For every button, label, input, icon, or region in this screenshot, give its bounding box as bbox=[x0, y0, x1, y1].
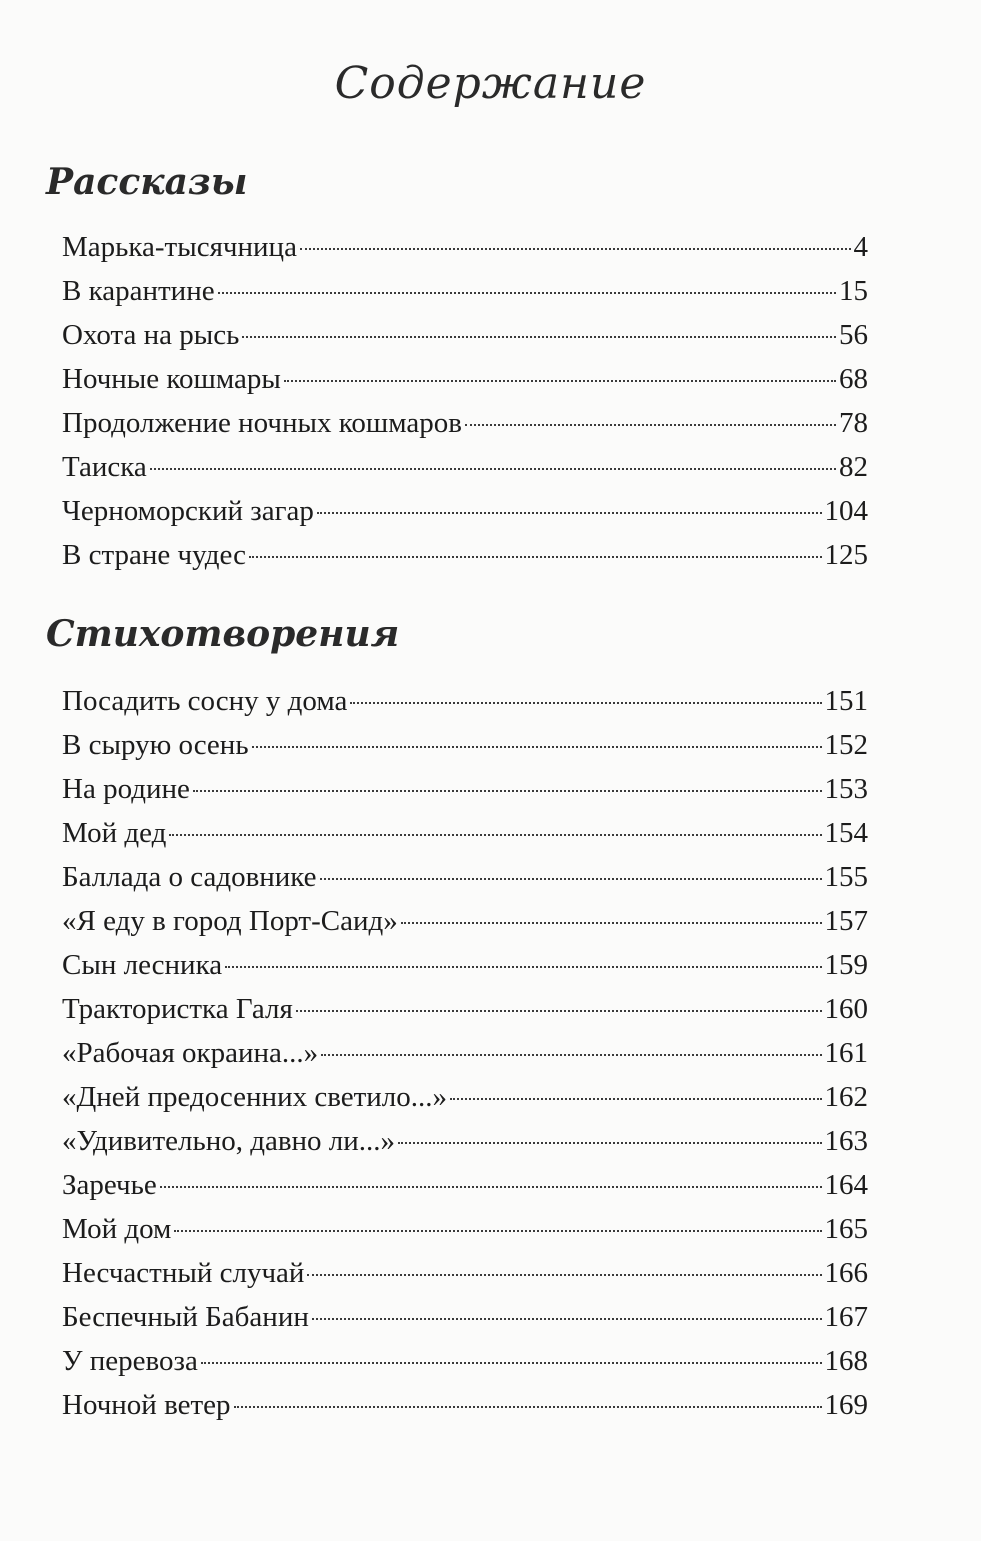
toc-entry-title: Ночной ветер bbox=[62, 1389, 231, 1421]
toc-entry-title: Таиска bbox=[62, 451, 147, 483]
toc-entry[interactable] bbox=[62, 1075, 868, 1119]
dot-leader bbox=[401, 922, 822, 924]
toc-entry[interactable] bbox=[62, 943, 868, 987]
toc-entry-page: 78 bbox=[839, 407, 868, 439]
toc-list-stories bbox=[62, 225, 868, 577]
toc-entry[interactable] bbox=[62, 679, 868, 723]
toc-entry[interactable] bbox=[62, 269, 868, 313]
toc-entry-title: Ночные кошмары bbox=[62, 363, 281, 395]
toc-entry[interactable] bbox=[62, 225, 868, 269]
toc-entry-page: 125 bbox=[824, 539, 868, 571]
toc-entry-page: 169 bbox=[824, 1389, 868, 1421]
dot-leader bbox=[160, 1186, 822, 1188]
toc-entry-page: 160 bbox=[824, 993, 868, 1025]
dot-leader bbox=[201, 1362, 822, 1364]
toc-entry-page: 151 bbox=[824, 685, 868, 717]
toc-entry[interactable] bbox=[62, 357, 868, 401]
toc-entry-title: Охота на рысь bbox=[62, 319, 240, 351]
toc-entry[interactable] bbox=[62, 855, 868, 899]
dot-leader bbox=[193, 790, 822, 792]
toc-entry-title: Беспечный Бабанин bbox=[62, 1301, 309, 1333]
toc-entry-title: В сырую осень bbox=[62, 729, 249, 761]
toc-entry-page: 15 bbox=[839, 275, 868, 307]
dot-leader bbox=[465, 424, 836, 426]
toc-entry-page: 166 bbox=[824, 1257, 868, 1289]
toc-entry-page: 162 bbox=[824, 1081, 868, 1113]
toc-entry-title: «Дней предосенних светило...» bbox=[62, 1081, 448, 1113]
toc-entry-title: Посадить сосну у дома bbox=[62, 685, 348, 717]
toc-entry-title: «Рабочая окраина...» bbox=[62, 1037, 319, 1069]
toc-entry[interactable] bbox=[62, 1251, 868, 1295]
toc-entry-page: 4 bbox=[853, 231, 868, 263]
toc-entry-page: 159 bbox=[824, 949, 868, 981]
toc-entry[interactable] bbox=[62, 489, 868, 533]
toc-entry[interactable] bbox=[62, 1163, 868, 1207]
dot-leader bbox=[321, 1054, 821, 1056]
toc-entry-title: Заречье bbox=[62, 1169, 157, 1201]
toc-entry-title: «Я еду в город Порт-Саид» bbox=[62, 905, 398, 937]
dot-leader bbox=[225, 966, 821, 968]
toc-entry-page: 56 bbox=[839, 319, 868, 351]
dot-leader bbox=[398, 1142, 821, 1144]
toc-entry[interactable] bbox=[62, 1295, 868, 1339]
dot-leader bbox=[300, 248, 851, 250]
toc-entry-page: 157 bbox=[824, 905, 868, 937]
dot-leader bbox=[450, 1098, 821, 1100]
dot-leader bbox=[249, 556, 822, 558]
toc-entry-title: На родине bbox=[62, 773, 190, 805]
dot-leader bbox=[242, 336, 836, 338]
toc-entry-title: Мой дед bbox=[62, 817, 167, 849]
dot-leader bbox=[150, 468, 836, 470]
toc-entry-page: 82 bbox=[839, 451, 868, 483]
dot-leader bbox=[307, 1274, 821, 1276]
dot-leader bbox=[312, 1318, 822, 1320]
toc-entry[interactable] bbox=[62, 313, 868, 357]
dot-leader bbox=[284, 380, 836, 382]
dot-leader bbox=[320, 878, 822, 880]
dot-leader bbox=[234, 1406, 822, 1408]
dot-leader bbox=[169, 834, 821, 836]
dot-leader bbox=[174, 1230, 821, 1232]
toc-entry-page: 163 bbox=[824, 1125, 868, 1157]
toc-entry-page: 161 bbox=[824, 1037, 868, 1069]
toc-entry[interactable] bbox=[62, 533, 868, 577]
section-title-stories: Рассказы bbox=[46, 161, 248, 203]
toc-entry-page: 153 bbox=[824, 773, 868, 805]
dot-leader bbox=[218, 292, 836, 294]
toc-entry[interactable] bbox=[62, 987, 868, 1031]
toc-entry-title: Черноморский загар bbox=[62, 495, 314, 527]
toc-entry-title: В стране чудес bbox=[62, 539, 246, 571]
toc-entry[interactable] bbox=[62, 1383, 868, 1427]
toc-entry[interactable] bbox=[62, 899, 868, 943]
dot-leader bbox=[317, 512, 822, 514]
toc-entry[interactable] bbox=[62, 1339, 868, 1383]
dot-leader bbox=[350, 702, 821, 704]
toc-entry[interactable] bbox=[62, 1031, 868, 1075]
toc-entry-page: 164 bbox=[824, 1169, 868, 1201]
toc-entry-page: 165 bbox=[824, 1213, 868, 1245]
toc-entry-title: У перевоза bbox=[62, 1345, 198, 1377]
toc-entry[interactable] bbox=[62, 811, 868, 855]
toc-entry-page: 168 bbox=[824, 1345, 868, 1377]
toc-entry-title: Мой дом bbox=[62, 1213, 172, 1245]
toc-entry-page: 68 bbox=[839, 363, 868, 395]
toc-entry[interactable] bbox=[62, 1207, 868, 1251]
dot-leader bbox=[252, 746, 822, 748]
toc-entry[interactable] bbox=[62, 723, 868, 767]
toc-entry-title: Сын лесника bbox=[62, 949, 223, 981]
toc-entry-title: Несчастный случай bbox=[62, 1257, 305, 1289]
toc-entry-page: 155 bbox=[824, 861, 868, 893]
toc-entry[interactable] bbox=[62, 401, 868, 445]
toc-list-poems bbox=[62, 679, 868, 1427]
toc-entry-title: «Удивительно, давно ли...» bbox=[62, 1125, 396, 1157]
toc-entry-title: Трактористка Галя bbox=[62, 993, 293, 1025]
toc-entry[interactable] bbox=[62, 767, 868, 811]
toc-entry-title: В карантине bbox=[62, 275, 215, 307]
toc-entry-page: 167 bbox=[824, 1301, 868, 1333]
toc-entry-page: 152 bbox=[824, 729, 868, 761]
toc-entry-title: Баллада о садовнике bbox=[62, 861, 317, 893]
toc-entry[interactable] bbox=[62, 1119, 868, 1163]
toc-entry-title: Марька-тысячница bbox=[62, 231, 297, 263]
dot-leader bbox=[296, 1010, 822, 1012]
toc-entry-page: 104 bbox=[824, 495, 868, 527]
toc-entry[interactable] bbox=[62, 445, 868, 489]
toc-entry-title: Продолжение ночных кошмаров bbox=[62, 407, 462, 439]
page-title: Содержание bbox=[334, 58, 647, 109]
toc-entry-page: 154 bbox=[824, 817, 868, 849]
section-title-poems: Стихотворения bbox=[46, 613, 400, 655]
